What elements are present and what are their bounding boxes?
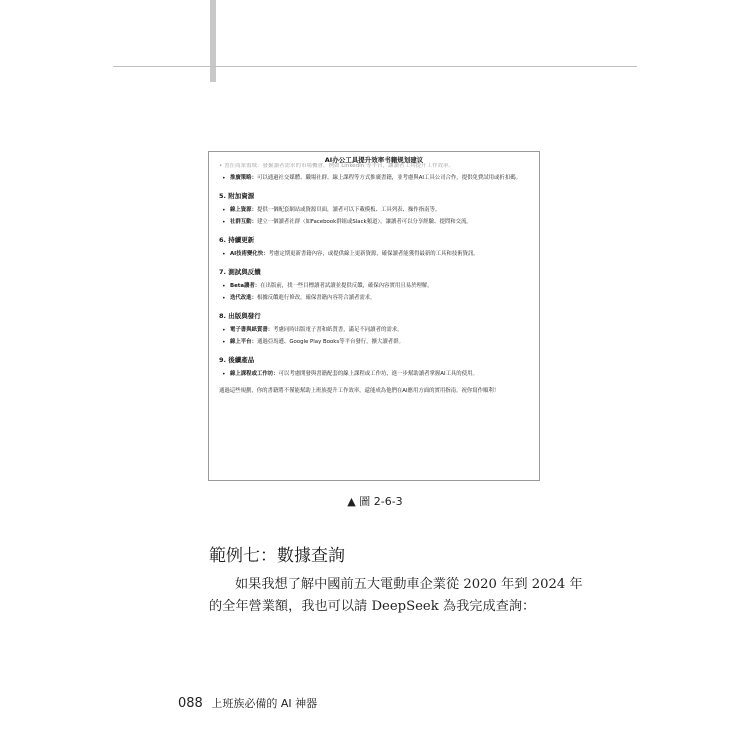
list-item: • Beta讀者：在出版前，找一些目標讀者試讀並提供反饋，確保內容實用且易於理解。: [221, 282, 532, 291]
list-item: • 推廣策略：可以通過社交媒體、職場社群、線上課程等方式推廣書籍，並考慮與AI工具公司合作，提供免費試用或折扣碼。: [221, 174, 532, 183]
embedded-screenshot: [208, 151, 540, 481]
list-item: • 迭代改進：根據反饋進行修改，確保書籍內容符合讀者需求。: [221, 294, 532, 303]
section-heading: 6. 持續更新: [219, 236, 255, 244]
header-vertical-bar: [210, 0, 216, 82]
section-heading: 5. 附加資源: [219, 192, 255, 200]
list-item: • 電子書與紙質書：考慮同時出版電子書和紙質書，滿足不同讀者的需求。: [221, 326, 532, 335]
body-paragraph: [209, 574, 583, 618]
paragraph-line: 如果我想了解中國前五大電動車企業從 2020 年到 2024 年: [235, 577, 583, 592]
list-item: • AI技術變化快：考慮定期更新書籍內容，或提供線上更新資源，確保讀者能獲得最新的工具和技術資訊。: [221, 250, 532, 259]
screenshot-conclusion: 通過這些規劃，你的書籍將不僅能幫助上班族提升工作效率，還能成為他們在AI應用方面的實用指南。祝你寫作順利！: [219, 388, 500, 394]
section-heading: 8. 出版與發行: [219, 312, 261, 320]
book-title: 上班族必備的 AI 神器: [211, 697, 318, 710]
section-title: 範例七：數據查詢: [209, 546, 345, 566]
list-item: • 社群互動：建立一個讀者社群（如Facebook群組或Slack頻道），讓讀者可以分享經驗、提問和交流。: [221, 218, 532, 227]
screenshot-faded-line: • 書在商業領域：發掘讀者需求的市場機會，例如 LinkedIn 等平台，讓讀者工具提升工作效率。: [219, 163, 455, 169]
screenshot-title: AI办公工具提升效率书籍规划建议: [324, 156, 424, 164]
header-rule: [113, 66, 637, 67]
paragraph-line: 的全年營業額，我也可以請 DeepSeek 為我完成查詢：: [209, 599, 536, 614]
figure-caption: ▲ 圖 2-6-3: [347, 495, 403, 508]
list-item: • 線上課程或工作坊：可以考慮開發與書籍配套的線上課程或工作坊，進一步幫助讀者掌握AI工具的使用。: [221, 370, 532, 379]
section-heading: 7. 測試與反饋: [219, 268, 261, 276]
page-footer: [178, 695, 317, 711]
list-item: • 線上平台：通過亞馬遜、Google Play Books等平台發行，擴大讀者群。: [221, 338, 532, 347]
screenshot-body: [219, 172, 532, 396]
section-heading: 9. 後續產品: [219, 356, 255, 364]
list-item: • 線上資源：提供一個配套網站或資源頁面，讀者可以下載模板、工具列表、操作指南等。: [221, 206, 532, 215]
page-number: 088: [178, 696, 203, 711]
